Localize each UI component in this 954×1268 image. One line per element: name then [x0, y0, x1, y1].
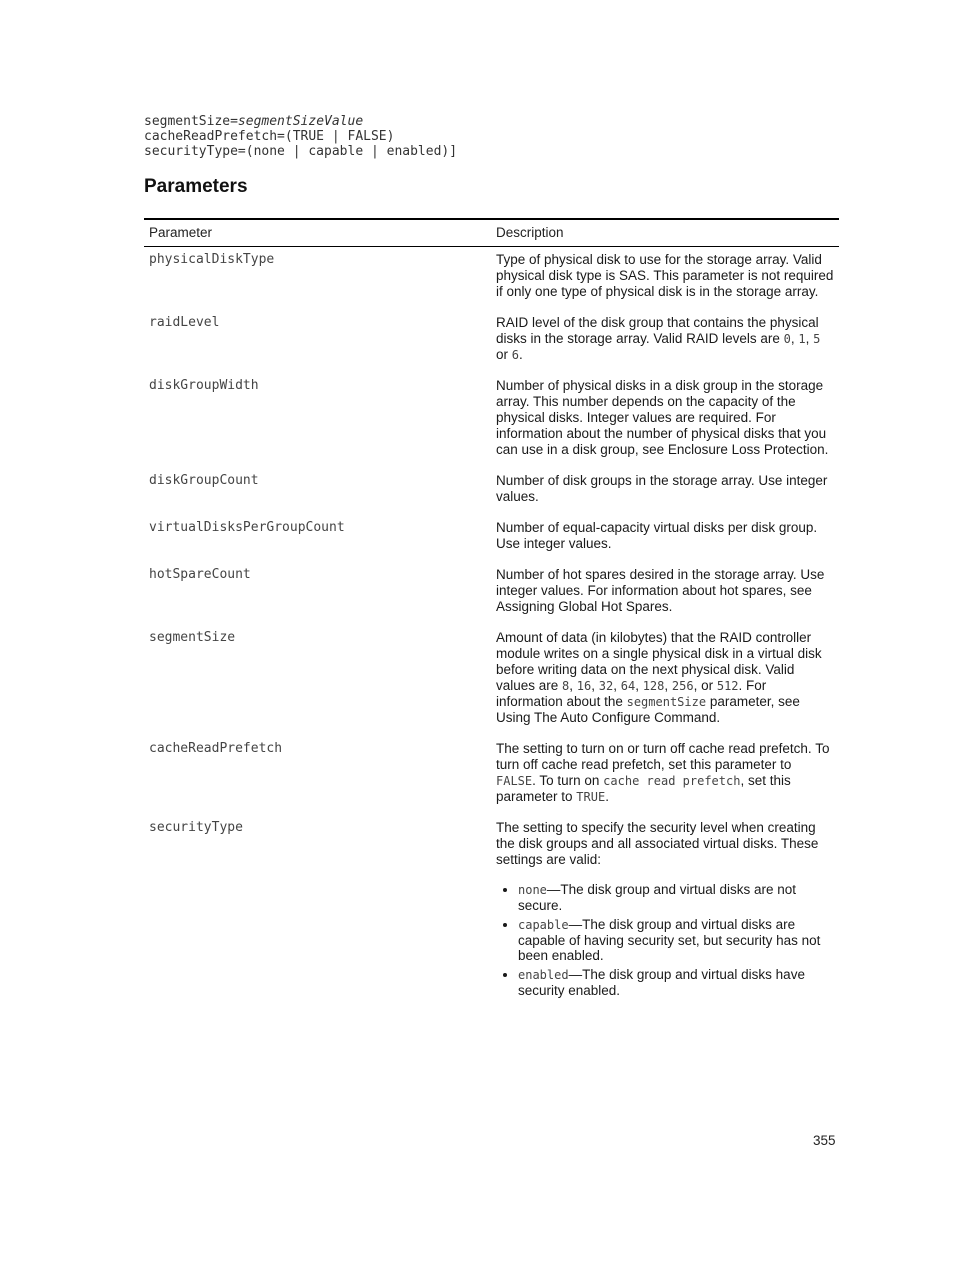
table-row [144, 310, 839, 373]
desc-text: , [613, 678, 621, 693]
param-description: Type of physical disk to use for the storage array. Valid physical disk type is SAS. This parameter is not required if only one type of physical disk is in the storage array. [496, 252, 834, 299]
page-number: 355 [813, 1133, 836, 1148]
inline-code: FALSE [496, 774, 533, 788]
inline-code: TRUE [576, 790, 606, 804]
desc-text: —The disk group and virtual disks are capable of having security set, but security has not been enabled. [518, 917, 821, 963]
table-row [144, 468, 839, 515]
inline-code: capable [518, 918, 569, 932]
table-row [144, 515, 839, 562]
param-name: segmentSize [149, 630, 236, 645]
param-description: Number of equal-capacity virtual disks per disk group. Use integer values. [496, 520, 818, 551]
desc-text: parameter, see Using The Auto Configure Command. [496, 694, 800, 725]
param-name: cacheReadPrefetch [149, 741, 283, 756]
header-description: Description [491, 219, 839, 247]
desc-text: , [591, 678, 599, 693]
inline-code: enabled [518, 968, 569, 982]
desc-text: , [635, 678, 643, 693]
desc-text: , set this parameter to [496, 773, 791, 804]
list-item [518, 882, 834, 913]
section-title: Parameters [144, 176, 248, 197]
table-row [144, 815, 839, 1012]
desc-text: . For information about the [496, 678, 767, 709]
inline-code: segmentSize [626, 695, 707, 709]
desc-text: —The disk group and virtual disks are not secure. [518, 882, 797, 913]
inline-code: 512 [716, 679, 739, 693]
syntax-line-3: securityType=(none | capable | enabled)] [144, 144, 458, 159]
syntax-code-block [144, 114, 457, 159]
desc-text: RAID level of the disk group that contains the physical disks in the storage array. Valid RAID levels are [496, 315, 819, 346]
param-name: securityType [149, 820, 243, 835]
desc-text: , [790, 331, 799, 346]
header-parameter: Parameter [144, 219, 491, 247]
security-options-list [496, 882, 834, 998]
desc-text: Amount of data (in kilobytes) that the RAID controller module writes on a single physical disk in a virtual disk before writing data on the next physical disk. Valid values are [496, 630, 822, 693]
list-item [518, 967, 834, 998]
table-row [144, 247, 839, 311]
inline-code: 0 [783, 332, 791, 346]
desc-text: , [664, 678, 672, 693]
table-row [144, 736, 839, 815]
desc-text: The setting to specify the security level when creating the disk groups and all associated virtual disks. These settings are valid: [496, 820, 819, 867]
syntax-line-2: cacheReadPrefetch=(TRUE | FALSE) [144, 129, 395, 144]
param-name: raidLevel [149, 315, 220, 330]
param-name: diskGroupCount [149, 473, 259, 488]
inline-code: 128 [642, 679, 665, 693]
table-row [144, 562, 839, 625]
syntax-line-1-value: segmentSizeValue [237, 114, 364, 129]
inline-code: none [518, 883, 547, 897]
param-description: Number of physical disks in a disk group in the storage array. This number depends on the capacity of the physical disks. Integer values are required. For information about the number of physical disks that you can use in a disk group, see Enclosure Loss Protection. [496, 378, 829, 457]
param-description [491, 310, 839, 373]
param-name: virtualDisksPerGroupCount [149, 520, 345, 535]
desc-text: , or [693, 678, 717, 693]
param-description: Number of disk groups in the storage array. Use integer values. [496, 473, 828, 504]
desc-text: , [805, 331, 814, 346]
syntax-line-1-prefix: segmentSize= [144, 114, 238, 129]
param-name: physicalDiskType [149, 252, 275, 267]
table-row [144, 373, 839, 468]
param-name: hotSpareCount [149, 567, 251, 582]
desc-text: . [519, 347, 523, 362]
param-description [491, 625, 839, 736]
inline-code: 5 [813, 332, 821, 346]
list-item [518, 917, 834, 963]
desc-text: The setting to turn on or turn off cache read prefetch. To turn off cache read prefetch, set this parameter to [496, 741, 830, 772]
parameters-table [144, 218, 839, 1012]
param-description [491, 736, 839, 815]
inline-code: 6 [511, 348, 519, 362]
desc-text: , [569, 678, 577, 693]
inline-code: 8 [562, 679, 570, 693]
inline-code: cache read prefetch [603, 774, 741, 788]
param-description [491, 815, 839, 1012]
inline-code: 1 [798, 332, 806, 346]
param-name: diskGroupWidth [149, 378, 259, 393]
inline-code: 32 [598, 679, 614, 693]
inline-code: 64 [620, 679, 636, 693]
desc-text: —The disk group and virtual disks have security enabled. [518, 967, 805, 998]
table-row [144, 625, 839, 736]
param-description: Number of hot spares desired in the storage array. Use integer values. For information about hot spares, see Assigning Global Hot Spares. [496, 567, 825, 614]
table-header-row [144, 219, 839, 247]
desc-text: or [496, 347, 512, 362]
inline-code: 16 [576, 679, 592, 693]
inline-code: 256 [671, 679, 694, 693]
desc-text: . [605, 789, 609, 804]
desc-text: . To turn on [532, 773, 604, 788]
